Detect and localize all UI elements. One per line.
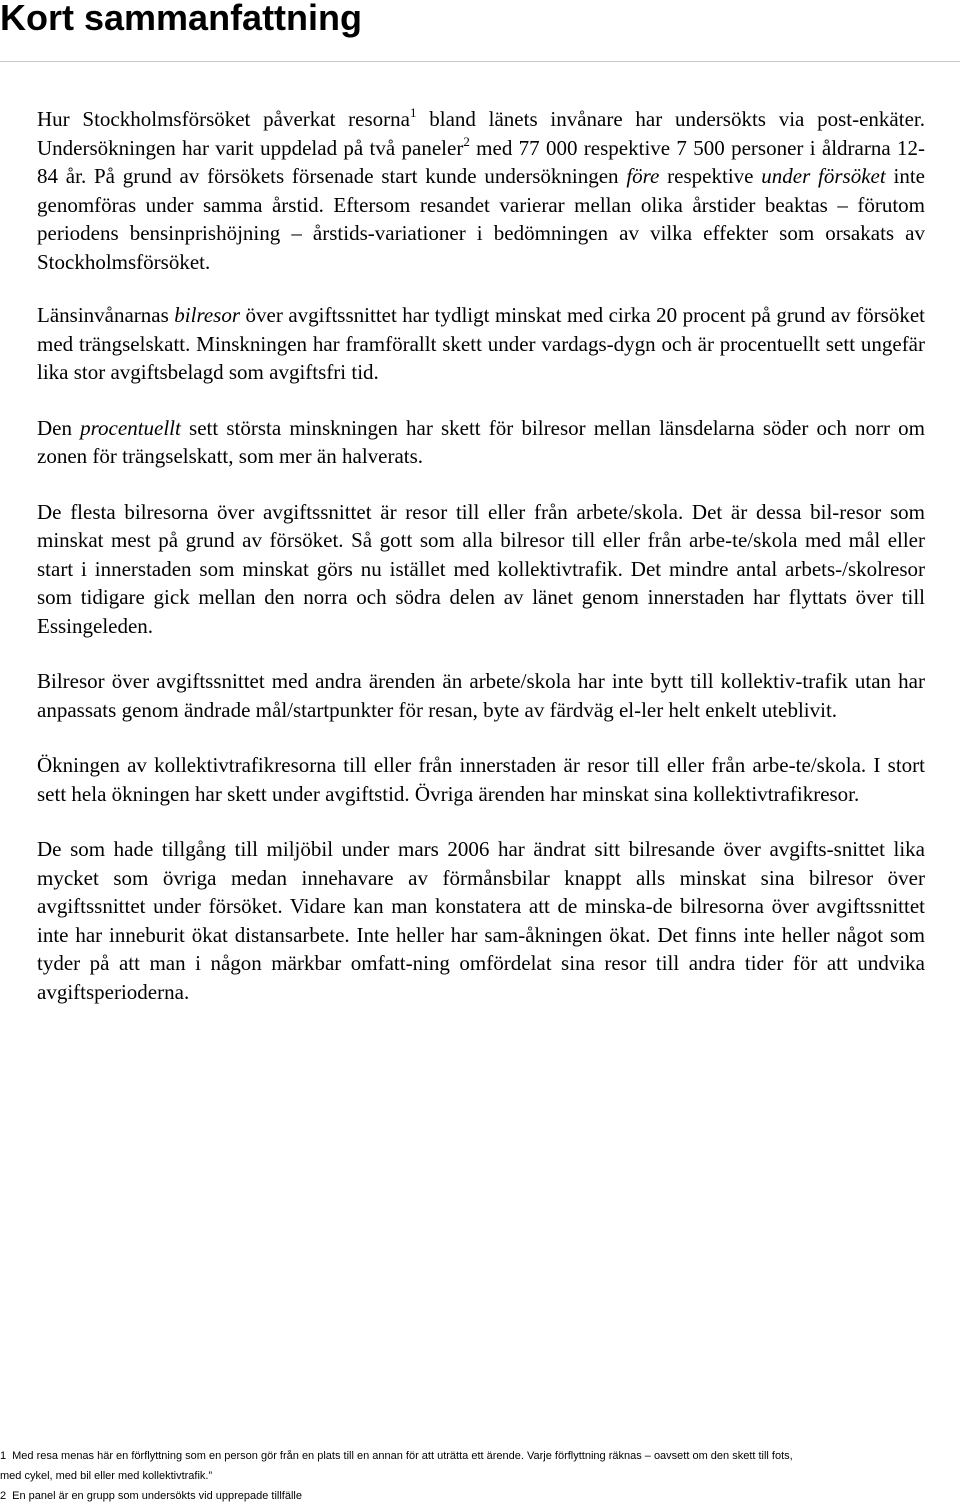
- paragraph-miljobil: De som hade tillgång till miljöbil under mars 2006 har ändrat sitt bilresande över avgifts-snittet lika mycket som övriga medan innehavare av förmånsbilar knappt alls minskat sina bilresor över avgiftssnittet under försöket. Vidare kan man konstatera att de minska-de bilresorna över avgiftssnittet inte har inneburit ökat distansarbete. Inte heller har sam-åkningen ökat. Det finns inte heller något som tyder på att man i någon märkbar omfatt-ning omfördelat sina resor till andra tider för att undvika avgiftsperioderna.: [37, 837, 925, 1004]
- footnote-1: [0, 1446, 900, 1466]
- heading-divider: [0, 61, 960, 62]
- paragraph-arbete-skola: De flesta bilresorna över avgiftssnittet är resor till eller från arbete/skola. Det är dessa bil-resor som minskat mest på grund av försöket. Så gott som alla bilresor till eller från arbe-te/skola med mål eller start i innerstaden som minskat görs nu istället med kollektivtrafik. Det mindre antal arbets-/skolresor som tidigare gick mellan den norra och södra delen av länet genom innerstaden har flyttats över till Essingeleden.: [37, 499, 925, 638]
- intro-text-d: respektive: [659, 164, 762, 188]
- procentuellt-emphasis: procentuellt: [80, 415, 181, 440]
- paragraph-bilresor: [37, 301, 925, 387]
- intro-text-e: inte genomföras under samma årstid. Eftersom resandet varierar mellan olika årstider beaktas – förutom periodens bensinprishöjning – årstids-variationer i bedömningen av vilka effekter som orsakats av Stockholmsförsöket.: [37, 164, 925, 274]
- procentuellt-text-b: sett största minskningen har skett för bilresor mellan länsdelarna söder och norr om zonen för trängselskatt, som mer än halverats.: [37, 415, 925, 468]
- footnote-1-text: Med resa menas här en förflyttning som en person gör från en plats till en annan för att uträtta ett ärende. Varje förflyttning räknas – oavsett om den skett till fots,: [12, 1450, 793, 1462]
- footnotes: [0, 1446, 900, 1506]
- paragraph-procentuellt: [37, 414, 925, 471]
- intro-emphasis-fore: före: [626, 164, 660, 188]
- paragraph-intro: [37, 105, 925, 276]
- intro-text-b: bland länets invånare har undersökts via post-enkäter. Undersökningen har varit uppdelad på två paneler: [37, 107, 925, 160]
- footnote-2-text: En panel är en grupp som undersökts vid upprepade tillfälle: [12, 1490, 302, 1502]
- footnote-ref-2: 2: [463, 133, 470, 149]
- footnote-1-continued: med cykel, med bil eller med kollektivtrafik.”: [0, 1470, 213, 1482]
- footnote-ref-1: 1: [409, 105, 417, 120]
- paragraph-kollektivtrafik: Ökningen av kollektivtrafikresorna till eller från innerstaden är resor till eller från arbe-te/skola. I stort sett hela ökningen har skett under avgiftstid. Övriga ärenden har minskat sina kollektivtrafikresor.: [37, 753, 925, 806]
- procentuellt-text-a: Den: [37, 415, 81, 440]
- page-heading: Kort sammanfattning: [0, 0, 363, 38]
- summary-body: [37, 105, 925, 1033]
- intro-text-a: Hur Stockholmsförsöket påverkat resorna: [37, 107, 410, 131]
- footnote-1-number: 1: [0, 1450, 7, 1462]
- bilresor-text-b: över avgiftssnittet har tydligt minskat med cirka 20 procent på grund av försöket med trängselskatt. Minskningen har framförallt skett under vardags-dygn och är procentuellt sett ungefär lika stor avgiftsbelagd som avgiftsfri tid.: [37, 303, 925, 384]
- intro-text-c: med 77 000 respektive 7 500 personer i åldrarna 12-84 år. På grund av försökets försenade start kunde undersökningen: [37, 135, 925, 188]
- bilresor-text-a: Länsinvånarnas: [37, 303, 175, 327]
- paragraph-andra-arenden: Bilresor över avgiftssnittet med andra ärenden än arbete/skola har inte bytt till kollektiv-trafik utan har anpassats genom ändrade mål/startpunkter för resan, byte av färdväg el-ler helt enkelt uteblivit.: [37, 669, 925, 722]
- footnote-2: [0, 1486, 900, 1506]
- footnote-2-number: 2: [0, 1490, 7, 1502]
- intro-emphasis-under: under försöket: [761, 164, 886, 188]
- bilresor-emphasis: bilresor: [174, 303, 241, 327]
